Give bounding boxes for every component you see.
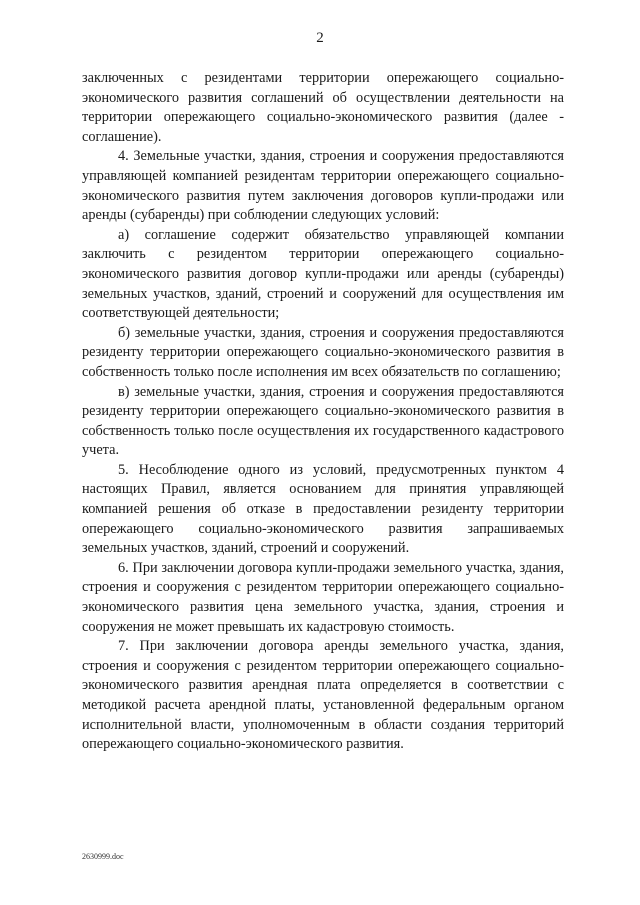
paragraph-item-4b: б) земельные участки, здания, строения и сооружения предоставляются резиденту территории опережающего социально-экономического развития в собственность только после исполнения им всех обязательств по соглашению; (82, 324, 564, 380)
paragraph-item-7: 7. При заключении договора аренды земельного участка, здания, строения и сооружения с резидентом территории опережающего социально-экономического развития арендная плата определяется в соответствии с методикой расчета арендной платы, установленной федеральным органом исполнительной власти, уполномоченным в области создания территорий опережающего социально-экономического развития. (82, 638, 564, 753)
paragraph-item-4: 4. Земельные участки, здания, строения и сооружения предоставляются управляющей компанией резидентам территории опережающего социально-экономического развития путем заключения договоров купли-продажи или аренды (субаренды) при соблюдении следующих условий: (82, 148, 564, 224)
paragraph-item-4v: в) земельные участки, здания, строения и сооружения предоставляются резиденту территории опережающего социально-экономического развития в собственность только после осуществления их государственного кадастрового учета. (82, 383, 564, 459)
paragraph-item-4a: а) соглашение содержит обязательство управляющей компании заключить с резидентом территории опережающего социально-экономического развития договор купли-продажи или аренды (субаренды) земельных участков, зданий, строений и сооружений для осуществления им соответствующей деятельности; (82, 226, 564, 322)
document-body (82, 69, 564, 755)
document-filename-footer: 2630999.doc (82, 852, 124, 861)
paragraph-item-6: 6. При заключении договора купли-продажи земельного участка, здания, строения и сооружения с резидентом территории опережающего социально-экономического развития цена земельного участка, здания, строения и сооружения не может превышать их кадастровую стоимость. (82, 559, 564, 635)
paragraph-continuation: заключенных с резидентами территории опережающего социально-экономического развития соглашений об осуществлении деятельности на территории опережающего социально-экономического развития (далее - соглашение). (82, 70, 564, 145)
paragraph-item-5: 5. Несоблюдение одного из условий, предусмотренных пунктом 4 настоящих Правил, является основанием для принятия управляющей компанией решения об отказе в предоставлении резиденту территории опережающего социально-экономического развития запрашиваемых земельных участков, зданий, строений и сооружений. (82, 461, 564, 557)
page-number: 2 (316, 30, 324, 46)
